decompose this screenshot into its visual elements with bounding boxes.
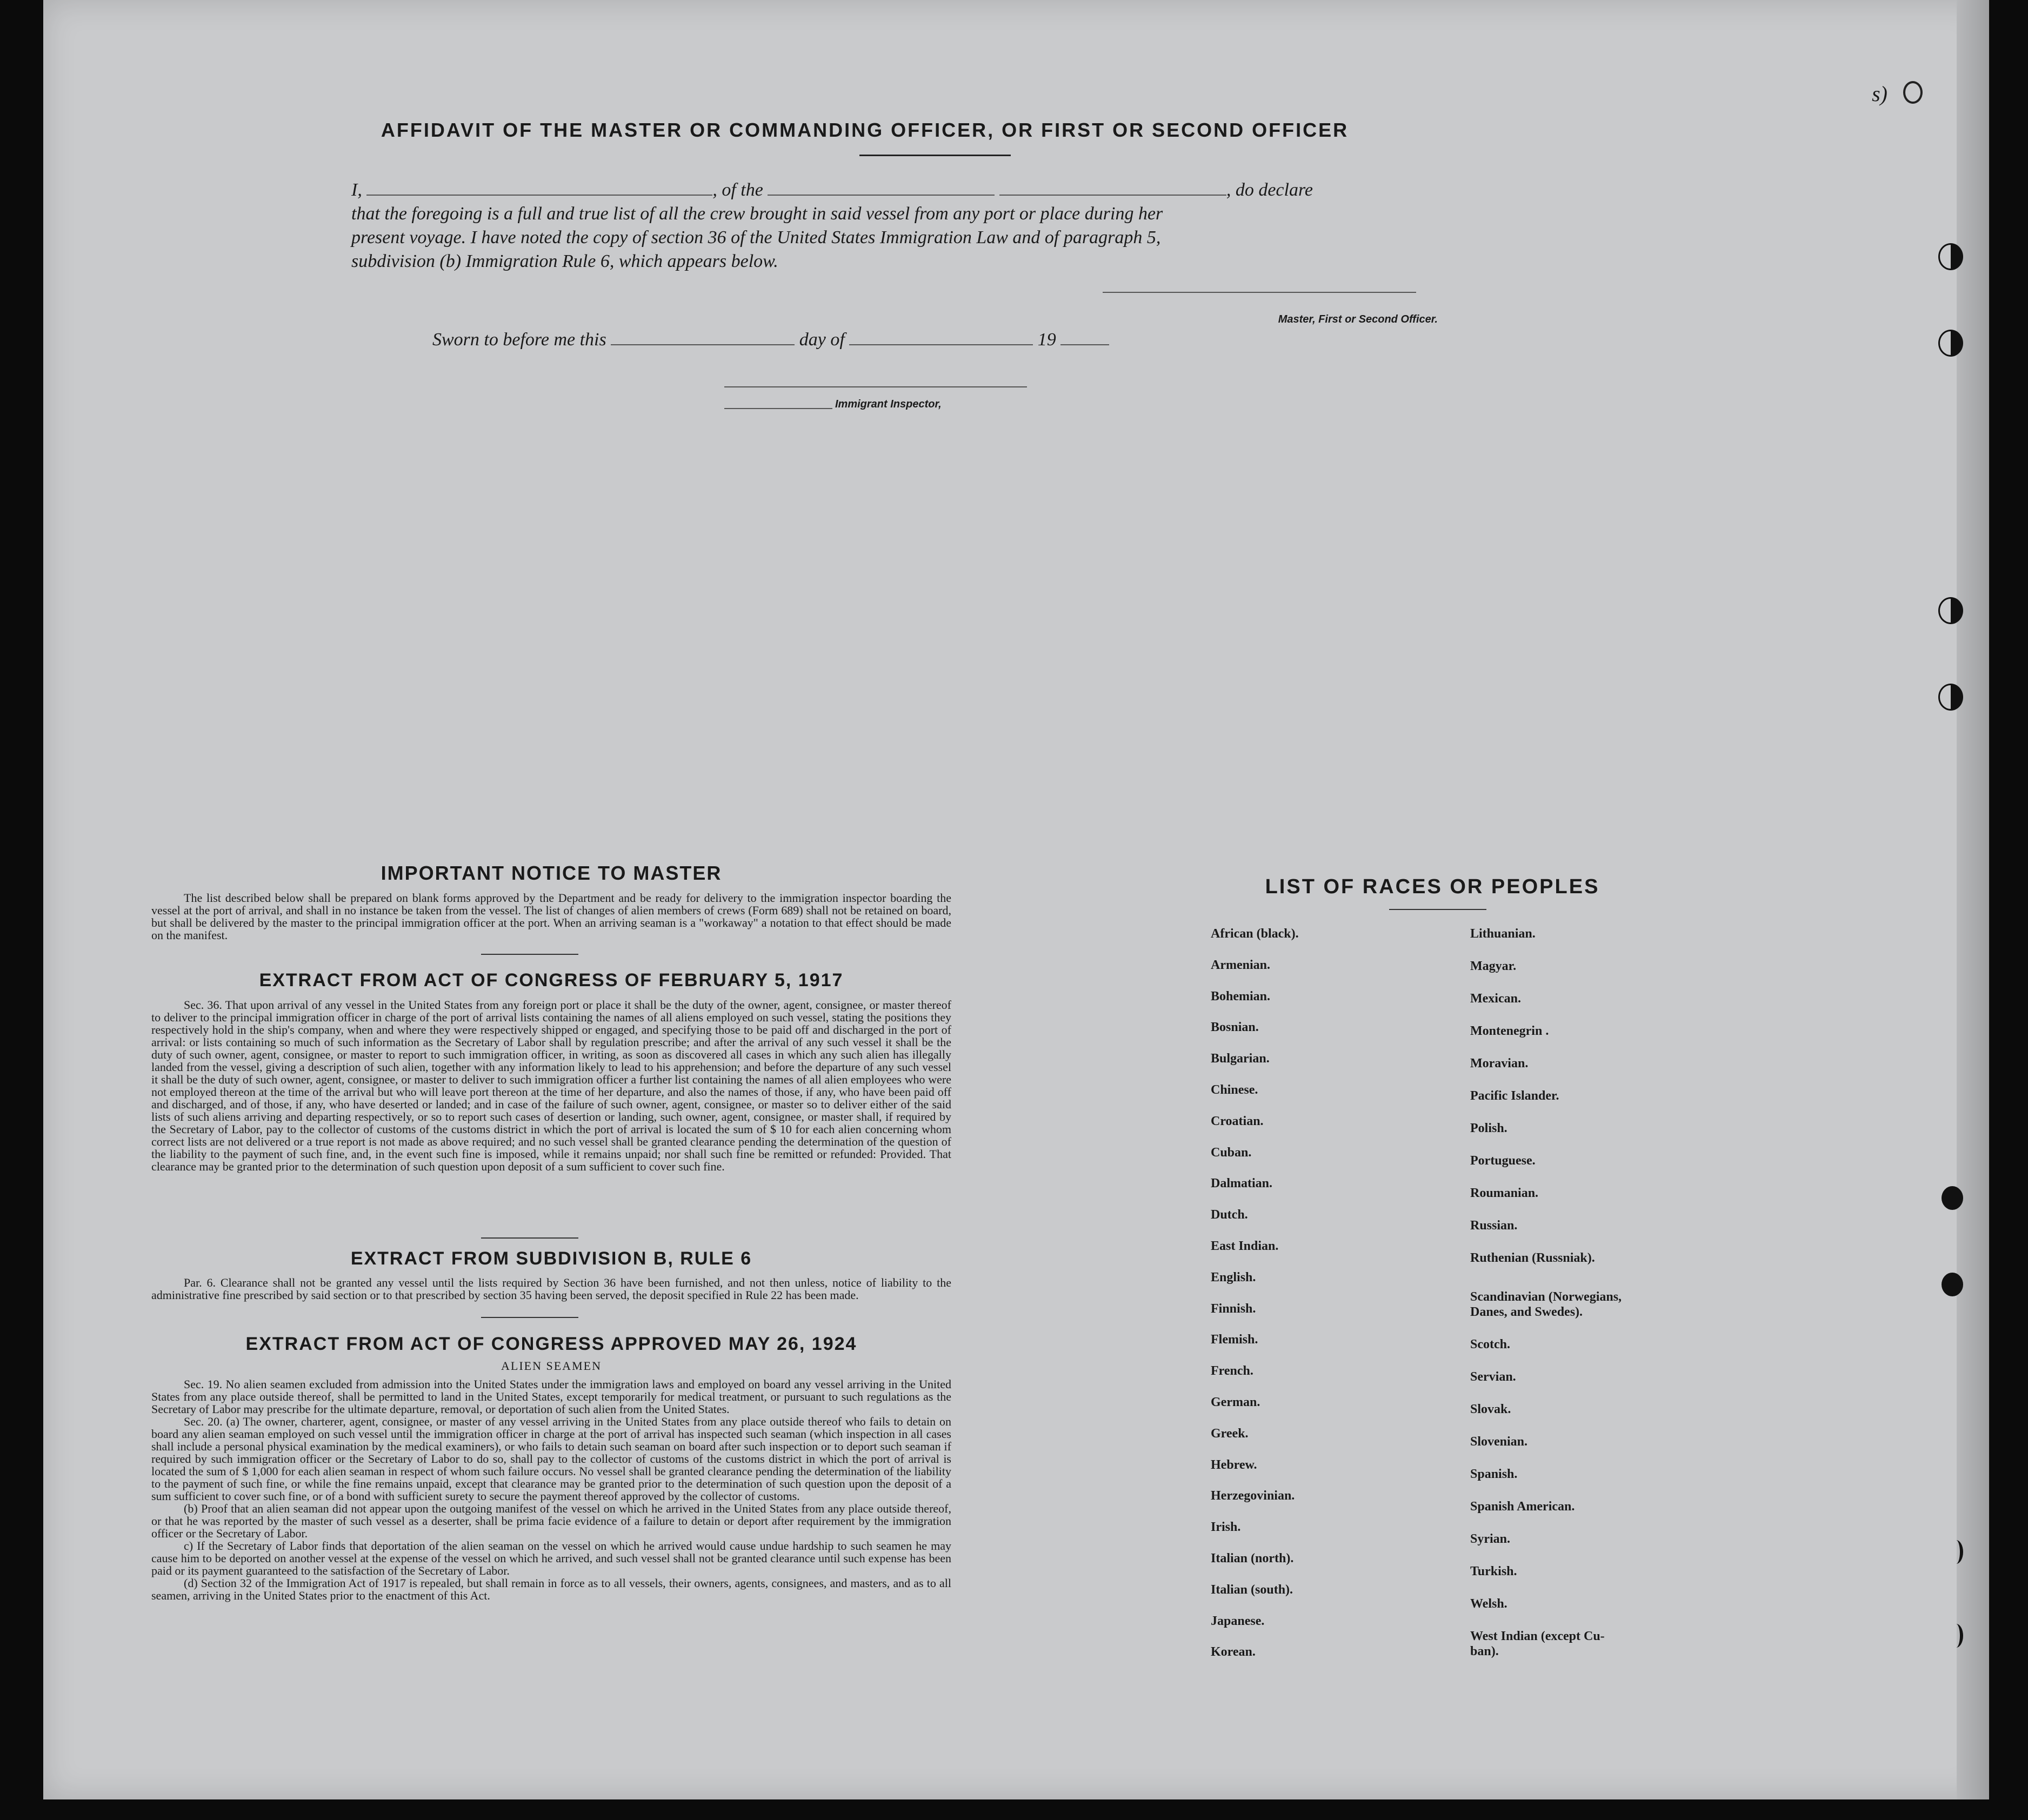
races-title: LIST OF RACES OR PEOPLES	[1265, 875, 1600, 898]
race-item: Italian (south).	[1211, 1582, 1293, 1597]
vessel-blank[interactable]	[999, 195, 1226, 196]
declaration-line-2: that the foregoing is a full and true list of all the crew brought in said vessel from any port or place during her	[351, 204, 1163, 224]
declaration-of-the: , of the	[712, 180, 763, 200]
section-rule	[481, 954, 578, 955]
extract-1917-text	[151, 999, 951, 1173]
race-item: Welsh.	[1470, 1597, 1507, 1611]
punch-hole-icon	[1949, 1540, 1963, 1564]
race-item: Chinese.	[1211, 1083, 1258, 1097]
declaration-line-4: subdivision (b) Immigration Rule 6, which appears below.	[351, 251, 778, 271]
race-item: Lithuanian.	[1470, 927, 1536, 941]
sworn-prefix: Sworn to before me this	[432, 330, 606, 350]
page-edge	[1957, 0, 1989, 1799]
race-item: African (black).	[1211, 927, 1299, 941]
declaration-i: I,	[351, 180, 362, 200]
race-item: Slovenian.	[1470, 1435, 1528, 1449]
race-item: Italian (north).	[1211, 1551, 1294, 1565]
sworn-day-of: day of	[799, 330, 845, 350]
notice-text	[151, 892, 951, 941]
race-item: Syrian.	[1470, 1532, 1511, 1546]
race-item: Magyar.	[1470, 959, 1517, 973]
race-item: Cuban.	[1211, 1145, 1252, 1160]
race-item: Turkish.	[1470, 1564, 1517, 1578]
race-item: Dalmatian.	[1211, 1176, 1272, 1191]
signature-line[interactable]	[1103, 292, 1416, 293]
sworn-year-blank[interactable]	[1060, 344, 1109, 345]
race-item: Irish.	[1211, 1520, 1241, 1535]
race-item: Bohemian.	[1211, 989, 1271, 1003]
race-item: Russian.	[1470, 1219, 1518, 1233]
race-item: West Indian (except Cu-	[1470, 1629, 1605, 1643]
punch-hole-icon	[1938, 243, 1963, 270]
title-rule	[859, 155, 1011, 156]
race-item: German.	[1211, 1395, 1260, 1409]
paragraph-6: Par. 6. Clearance shall not be granted any vessel until the lists required by Section 36 have been furnished, and not then unless, notice of liability to the administrative fine prescribed by said section or to that prescribed by section 35 having been served, the deposit specified in Rule 22 has been made.	[151, 1276, 951, 1302]
race-item: English.	[1211, 1270, 1256, 1284]
race-item: Hebrew.	[1211, 1457, 1257, 1472]
punch-hole-icon	[1942, 1273, 1963, 1296]
name-blank[interactable]	[366, 195, 712, 196]
inspector-label: Immigrant Inspector,	[835, 398, 942, 410]
corner-mark: s)	[1872, 82, 1887, 106]
race-item: East Indian.	[1211, 1239, 1279, 1253]
race-item: Moravian.	[1470, 1056, 1529, 1070]
race-item: Spanish.	[1470, 1467, 1518, 1481]
declaration-text	[351, 178, 1432, 273]
sworn-day-blank[interactable]	[611, 344, 795, 345]
extract-1924-text	[151, 1378, 951, 1602]
declaration-do-declare: , do declare	[1226, 180, 1313, 200]
race-item: ban).	[1470, 1644, 1499, 1658]
extract-1924-title: EXTRACT FROM ACT OF CONGRESS APPROVED MAY 26, 1924	[245, 1334, 857, 1354]
race-item: Spanish American.	[1470, 1500, 1575, 1514]
declaration-line-3: present voyage. I have noted the copy of section 36 of the United States Immigration Law and of paragraph 5,	[351, 228, 1161, 247]
sworn-statement	[432, 330, 1109, 350]
race-item: Bulgarian.	[1211, 1052, 1270, 1066]
alien-seamen-subtitle: ALIEN SEAMEN	[501, 1359, 602, 1373]
race-item: Servian.	[1470, 1370, 1516, 1384]
race-item: Mexican.	[1470, 992, 1521, 1006]
race-item: Herzegovinian.	[1211, 1489, 1295, 1503]
punch-hole-icon	[1949, 1624, 1963, 1648]
race-item: Ruthenian (Russniak).	[1470, 1251, 1595, 1265]
rule-6-title: EXTRACT FROM SUBDIVISION B, RULE 6	[350, 1248, 752, 1269]
section-rule	[481, 1317, 578, 1318]
sworn-month-blank[interactable]	[849, 344, 1033, 345]
section-19-paragraph: Sec. 19. No alien seamen excluded from admission into the United States under the immigration laws and employed on board any vessel arriving in the United States from any place outside thereof, shall be permitted to land in the United States, except temporarily for medical treatment, or pursuant to such regulations as the Secretary of Labor may prescribe for the ultimate departure, removal, or deportation of such alien from the United States.	[151, 1377, 951, 1416]
race-item: Finnish.	[1211, 1301, 1256, 1316]
race-item: Pacific Islander.	[1470, 1089, 1559, 1103]
race-item: Flemish.	[1211, 1333, 1258, 1347]
signature-label: Master, First or Second Officer.	[1278, 313, 1438, 325]
punch-hole-icon	[1942, 1186, 1963, 1210]
punch-hole-icon	[1938, 330, 1963, 357]
corner-circle-icon	[1903, 81, 1923, 104]
inspector-name-line[interactable]	[724, 408, 832, 409]
race-item: Portuguese.	[1470, 1154, 1536, 1168]
punch-hole-icon	[1938, 684, 1963, 711]
race-item: Montenegrin .	[1470, 1024, 1549, 1038]
race-item: Danes, and Swedes).	[1470, 1305, 1583, 1319]
rule-6-text	[151, 1276, 951, 1301]
section-20c-paragraph: c) If the Secretary of Labor finds that deportation of the alien seaman on the vessel on which he arrived would cause undue hardship to such seamen he may cause him to be deported on another vessel at the expense of the vessel on which he arrived, and such vessel shall not be granted clearance until such expense has been paid or its payment guaranteed to the satisfaction of the Secretary of Labor.	[151, 1539, 951, 1577]
inspector-signature-line[interactable]	[724, 386, 1027, 387]
section-36-paragraph: Sec. 36. That upon arrival of any vessel in the United States from any foreign port or place it shall be the duty of the owner, agent, consignee, or master thereof to deliver to the principal immigration officer in charge of the port of arrival lists containing the names of all aliens employed on such vessel, stating the positions they respectively hold in the ship's company, when and where they were respectively shipped or engaged, and specifying those to be paid off and discharged in the port of arrival: or lists containing so much of such information as the Secretary of Labor shall by regulation prescribe; and after the arrival of any such vessel it shall be the duty of such owner, agent, consignee, or master to report to such immigration officer, in writing, as soon as discovered all cases in which any such alien has illegally landed from the vessel, giving a description of such alien, together with any information likely to lead to his apprehension; and before the departure of any such vessel it shall be the duty of such owner, agent, consignee, or master to deliver to such immigration officer a further list containing the names of all alien employees who were not employed thereon at the time of the arrival but who will leave port thereon at the time of her departure, and also the names of those, if any, who have been paid off and discharged, and of those, if any, who have deserted or landed; and in case of the failure of such owner, agent, consignee, or master so to deliver either of the said lists of such aliens arriving and departing respectively, or so to report such cases of desertion or landing, such owner, agent, consignee, or master shall, if required by the Secretary of Labor, pay to the collector of customs of the customs district in which the port of arrival is located the sum of $ 10 for each alien concerning whom correct lists are not delivered or a true report is not made as above required; and no such vessel shall be granted clearance pending the determination of the question of the liability to the payment of such fine, and, in the event such fine is imposed, while it remains unpaid; nor shall such fine be remitted or refunded: Provided. That clearance may be granted prior to the determination of such question upon deposit of a sum sufficient to cover such fine.	[151, 998, 951, 1173]
race-item: Scotch.	[1470, 1337, 1510, 1351]
race-item: Roumanian.	[1470, 1186, 1539, 1200]
affidavit-title: AFFIDAVIT OF THE MASTER OR COMMANDING OFFICER, OR FIRST OR SECOND OFFICER	[381, 119, 1349, 141]
section-20b-paragraph: (b) Proof that an alien seaman did not appear upon the outgoing manifest of the vessel on which he arrived in the United States from any place outside thereof, or that he was reported by the master of such vessel as a deserter, shall be prima facie evidence of a failure to detain or deport after requirement by the immigration officer or the Secretary of Labor.	[151, 1502, 951, 1540]
notice-paragraph: The list described below shall be prepared on blank forms approved by the Department and be ready for delivery to the immigration inspector boarding the vessel at the port of arrival, and shall in no instance be taken from the vessel. The list of changes of alien members of crews (Form 689) shall not be retained on board, but shall be delivered by the master to the principal immigration officer at the port. When an arriving seaman is a "workaway" a notation to that effect should be made on the manifest.	[151, 891, 951, 942]
sworn-year: 19	[1037, 330, 1056, 350]
race-item: Japanese.	[1211, 1614, 1265, 1628]
section-rule	[481, 1237, 578, 1239]
race-item: Bosnian.	[1211, 1020, 1259, 1035]
race-item: Scandinavian (Norwegians,	[1470, 1290, 1622, 1304]
section-rule	[1389, 909, 1486, 910]
extract-1917-title: EXTRACT FROM ACT OF CONGRESS OF FEBRUARY 5, 1917	[259, 970, 844, 991]
race-item: Armenian.	[1211, 958, 1270, 972]
race-item: Croatian.	[1211, 1114, 1264, 1128]
section-20a-paragraph: Sec. 20. (a) The owner, charterer, agent, consignee, or master of any vessel arriving in the United States from any place outside thereof who fails to detain on board any alien seaman employed on such vessel until the immigration officer in charge at the port of arrival has inspected such seaman (which inspection in all cases shall include a personal physical examination by the medical examiners), or who fails to detain such seaman on board after such inspection or to deport such seaman if required by such immigration officer or the Secretary of Labor to do so, shall pay to the collector of customs of the customs district in which the port of arrival is located the sum of $ 1,000 for each alien seaman in respect of whom such failure occurs. No vessel shall be granted clearance pending the determination of the liability to the payment of such fine, or while the fine remains unpaid, except that clearance may be granted prior to the determination of such question upon the deposit of a sum sufficient to cover such fine, or of a bond with sufficient surety to secure the payment thereof approved by the collector of customs.	[151, 1415, 951, 1503]
race-item: Polish.	[1470, 1121, 1507, 1135]
race-item: Greek.	[1211, 1426, 1249, 1441]
race-item: Slovak.	[1470, 1402, 1511, 1416]
punch-hole-icon	[1938, 597, 1963, 624]
notice-title: IMPORTANT NOTICE TO MASTER	[381, 862, 722, 884]
race-item: French.	[1211, 1364, 1253, 1379]
position-blank[interactable]	[768, 195, 995, 196]
section-20d-paragraph: (d) Section 32 of the Immigration Act of 1917 is repealed, but shall remain in force as to all vessels, their owners, agents, consignees, and masters, and as to all seamen, arriving in the United States prior to the enactment of this Act.	[151, 1576, 951, 1602]
race-item: Dutch.	[1211, 1208, 1248, 1222]
race-item: Korean.	[1211, 1645, 1256, 1660]
